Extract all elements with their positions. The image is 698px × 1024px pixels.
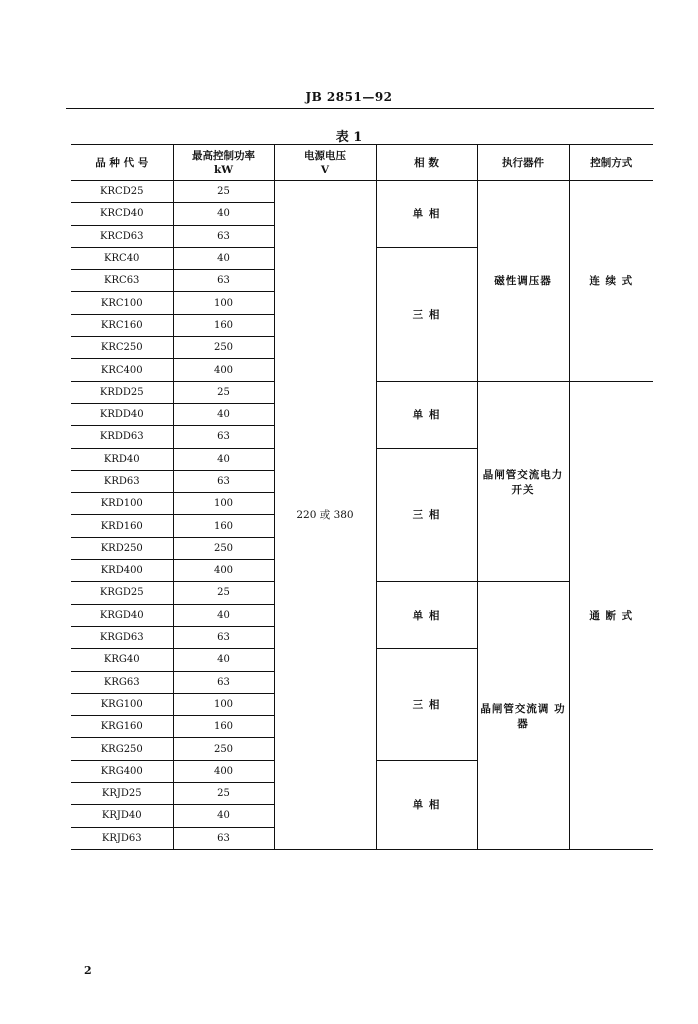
phase-cell: 三 相 bbox=[376, 247, 477, 381]
power-cell: 100 bbox=[173, 292, 274, 314]
col-header-phase: 相 数 bbox=[376, 145, 477, 181]
power-cell: 63 bbox=[173, 426, 274, 448]
page-number: 2 bbox=[84, 964, 92, 977]
power-cell: 400 bbox=[173, 359, 274, 381]
model-cell: KRCD40 bbox=[71, 203, 173, 225]
header-rule bbox=[66, 108, 654, 109]
power-cell: 400 bbox=[173, 560, 274, 582]
power-cell: 100 bbox=[173, 693, 274, 715]
model-cell: KRD400 bbox=[71, 560, 173, 582]
model-cell: KRC63 bbox=[71, 270, 173, 292]
power-cell: 63 bbox=[173, 827, 274, 849]
model-cell: KRD100 bbox=[71, 493, 173, 515]
power-cell: 25 bbox=[173, 381, 274, 403]
power-cell: 250 bbox=[173, 337, 274, 359]
model-cell: KRDD63 bbox=[71, 426, 173, 448]
power-cell: 63 bbox=[173, 470, 274, 492]
model-cell: KRG250 bbox=[71, 738, 173, 760]
spec-table bbox=[71, 144, 653, 850]
power-cell: 250 bbox=[173, 537, 274, 559]
col-header-model: 品 种 代 号 bbox=[71, 145, 173, 181]
table-header-row bbox=[71, 145, 653, 181]
phase-cell: 单 相 bbox=[376, 381, 477, 448]
phase-cell: 三 相 bbox=[376, 649, 477, 760]
model-cell: KRD63 bbox=[71, 470, 173, 492]
power-cell: 40 bbox=[173, 247, 274, 269]
col-header-voltage: 电源电压 V bbox=[274, 145, 376, 181]
power-cell: 63 bbox=[173, 225, 274, 247]
model-cell: KRD250 bbox=[71, 537, 173, 559]
power-cell: 40 bbox=[173, 448, 274, 470]
actuator-cell: 磁性调压器 bbox=[477, 181, 569, 382]
power-cell: 63 bbox=[173, 626, 274, 648]
model-cell: KRD160 bbox=[71, 515, 173, 537]
power-cell: 250 bbox=[173, 738, 274, 760]
model-cell: KRJD63 bbox=[71, 827, 173, 849]
power-cell: 25 bbox=[173, 181, 274, 203]
power-cell: 63 bbox=[173, 671, 274, 693]
model-cell: KRDD40 bbox=[71, 403, 173, 425]
control-cell: 连 续 式 bbox=[569, 181, 653, 382]
voltage-cell: 220 或 380 bbox=[274, 181, 376, 850]
model-cell: KRDD25 bbox=[71, 381, 173, 403]
power-cell: 100 bbox=[173, 493, 274, 515]
actuator-cell: 晶闸管交流调 功 器 bbox=[477, 582, 569, 850]
model-cell: KRC400 bbox=[71, 359, 173, 381]
model-cell: KRGD25 bbox=[71, 582, 173, 604]
model-cell: KRC250 bbox=[71, 337, 173, 359]
model-cell: KRD40 bbox=[71, 448, 173, 470]
power-cell: 25 bbox=[173, 582, 274, 604]
power-cell: 160 bbox=[173, 515, 274, 537]
model-cell: KRG63 bbox=[71, 671, 173, 693]
power-cell: 40 bbox=[173, 604, 274, 626]
power-cell: 40 bbox=[173, 203, 274, 225]
phase-cell: 单 相 bbox=[376, 582, 477, 649]
power-cell: 400 bbox=[173, 760, 274, 782]
power-cell: 25 bbox=[173, 783, 274, 805]
col-header-actuator: 执行器件 bbox=[477, 145, 569, 181]
power-cell: 40 bbox=[173, 805, 274, 827]
model-cell: KRG100 bbox=[71, 693, 173, 715]
table-row bbox=[71, 181, 653, 203]
model-cell: KRG400 bbox=[71, 760, 173, 782]
model-cell: KRC100 bbox=[71, 292, 173, 314]
phase-cell: 单 相 bbox=[376, 760, 477, 849]
phase-cell: 三 相 bbox=[376, 448, 477, 582]
power-cell: 160 bbox=[173, 314, 274, 336]
model-cell: KRGD63 bbox=[71, 626, 173, 648]
power-cell: 63 bbox=[173, 270, 274, 292]
model-cell: KRCD25 bbox=[71, 181, 173, 203]
model-cell: KRCD63 bbox=[71, 225, 173, 247]
model-cell: KRGD40 bbox=[71, 604, 173, 626]
power-cell: 40 bbox=[173, 649, 274, 671]
model-cell: KRG160 bbox=[71, 716, 173, 738]
table-caption: 表 1 bbox=[335, 130, 363, 145]
model-cell: KRG40 bbox=[71, 649, 173, 671]
power-cell: 40 bbox=[173, 403, 274, 425]
document-header: JB 2851—92 bbox=[305, 90, 393, 104]
actuator-cell: 晶闸管交流电力开关 bbox=[477, 381, 569, 582]
model-cell: KRC160 bbox=[71, 314, 173, 336]
model-cell: KRC40 bbox=[71, 247, 173, 269]
model-cell: KRJD25 bbox=[71, 783, 173, 805]
power-cell: 160 bbox=[173, 716, 274, 738]
col-header-control: 控制方式 bbox=[569, 145, 653, 181]
phase-cell: 单 相 bbox=[376, 181, 477, 248]
control-cell: 通 断 式 bbox=[569, 381, 653, 849]
model-cell: KRJD40 bbox=[71, 805, 173, 827]
col-header-power: 最高控制功率 kW bbox=[173, 145, 274, 181]
